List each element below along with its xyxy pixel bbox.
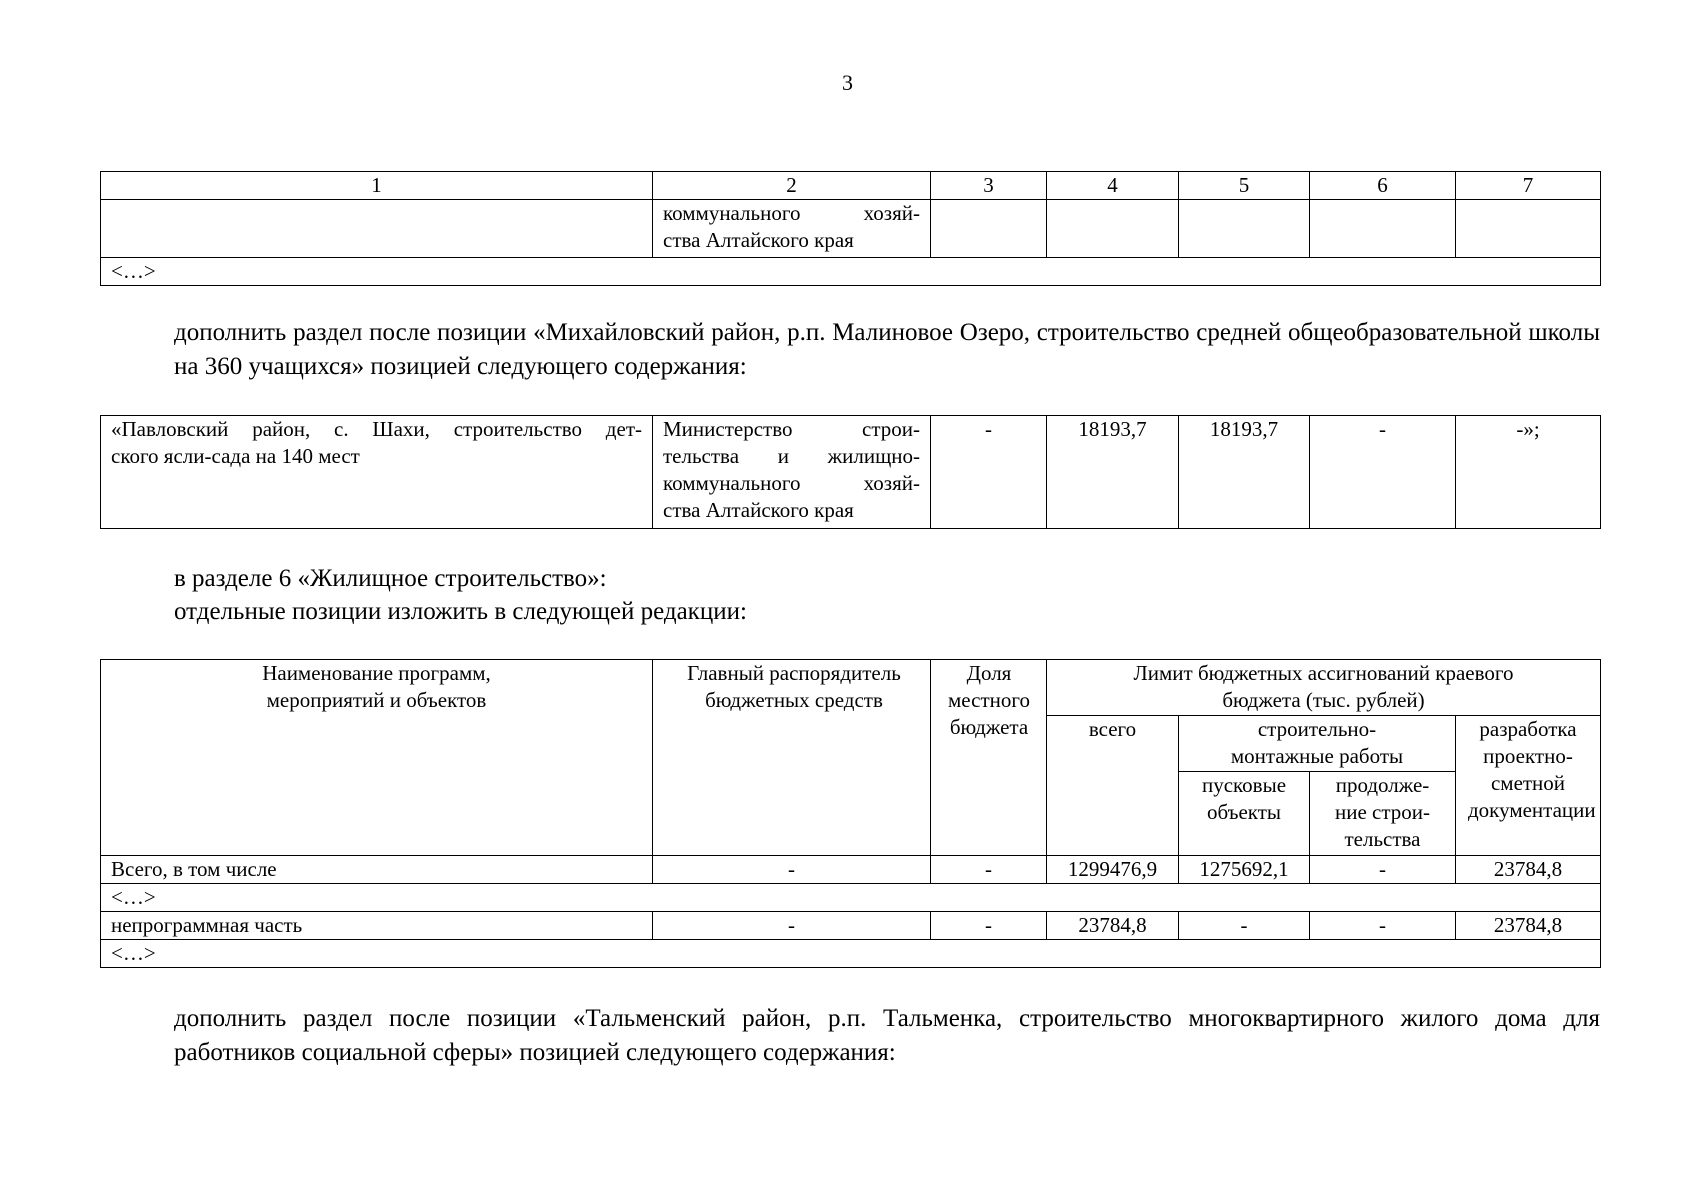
object-name-cell: «Павловский район, с. Шахи, строительство дет- ского ясли-сада на 140 мест — [101, 416, 653, 529]
paragraph: отдельные позиции изложить в следующей редакции: — [174, 598, 747, 625]
ellipsis-row — [101, 258, 1601, 286]
row-name: Всего, в том числе — [101, 856, 653, 884]
table-continuation — [100, 171, 1601, 286]
ellipsis: <…> — [101, 258, 1601, 286]
table-new-position — [100, 415, 1601, 529]
table-header-row — [101, 172, 1601, 200]
col-number-2: 2 — [653, 172, 931, 200]
row-manager: - — [653, 856, 931, 884]
header-continuation: продолже-ние строи-тельства — [1310, 772, 1456, 856]
page-number: 3 — [842, 70, 853, 95]
table-row — [101, 200, 1601, 258]
ministry-line: ства Алтайского края — [663, 228, 854, 252]
col-number-4: 4 — [1047, 172, 1179, 200]
header-budget-limit: Лимит бюджетных ассигнований краевого бюджета (тыс. рублей) — [1047, 660, 1601, 716]
row-manager: - — [653, 912, 931, 940]
header-total: всего — [1047, 716, 1179, 856]
row-total: 23784,8 — [1047, 912, 1179, 940]
ellipsis: <…> — [101, 884, 1601, 912]
continuation-cell: - — [1310, 416, 1456, 529]
table-row — [101, 912, 1601, 940]
total-cell: 18193,7 — [1047, 416, 1179, 529]
col-number-1: 1 — [101, 172, 653, 200]
header-construction: строительно-монтажные работы — [1179, 716, 1456, 772]
launch-cell: 18193,7 — [1179, 416, 1310, 529]
header-launch: пусковые объекты — [1179, 772, 1310, 856]
paragraph: дополнить раздел после позиции «Михайловский район, р.п. Малиновое Озеро, строительство средней общеобразовательной школы на 360 учащихся» позицией следующего содержания: — [174, 319, 1600, 380]
ministry-cell — [653, 200, 931, 258]
row-continuation: - — [1310, 856, 1456, 884]
row-local-share: - — [931, 912, 1047, 940]
design-cell: -»; — [1456, 416, 1601, 529]
local-share-cell: - — [931, 416, 1047, 529]
header-local-share: Доля местного бюджета — [931, 660, 1047, 856]
header-name: Наименование программ, мероприятий и объектов — [101, 660, 653, 856]
paragraph: дополнить раздел после позиции «Тальменский район, р.п. Тальменка, строительство многоквартирного жилого дома для работников социальной сферы» позицией следующего содержания: — [174, 1005, 1600, 1066]
row-continuation: - — [1310, 912, 1456, 940]
table-row — [101, 416, 1601, 529]
row-launch: - — [1179, 912, 1310, 940]
ellipsis: <…> — [101, 940, 1601, 968]
table-header-row — [101, 660, 1601, 716]
header-manager: Главный распорядитель бюджетных средств — [653, 660, 931, 856]
col-number-6: 6 — [1310, 172, 1456, 200]
table-row — [101, 856, 1601, 884]
row-launch: 1275692,1 — [1179, 856, 1310, 884]
ministry-cell: Министерство строи- тельства и жилищно- коммунального хозяй- ства Алтайского края — [653, 416, 931, 529]
ellipsis-row — [101, 884, 1601, 912]
ministry-line: коммунального хозяй- — [663, 201, 920, 225]
row-name: непрограммная часть — [101, 912, 653, 940]
row-design: 23784,8 — [1456, 912, 1601, 940]
row-total: 1299476,9 — [1047, 856, 1179, 884]
col-number-5: 5 — [1179, 172, 1310, 200]
col-number-7: 7 — [1456, 172, 1601, 200]
paragraph: в разделе 6 «Жилищное строительство»: — [174, 565, 607, 592]
table-housing-construction — [100, 659, 1601, 968]
col-number-3: 3 — [931, 172, 1047, 200]
row-design: 23784,8 — [1456, 856, 1601, 884]
ellipsis-row — [101, 940, 1601, 968]
row-local-share: - — [931, 856, 1047, 884]
header-design: разработка проектно-сметной документации — [1456, 716, 1601, 856]
